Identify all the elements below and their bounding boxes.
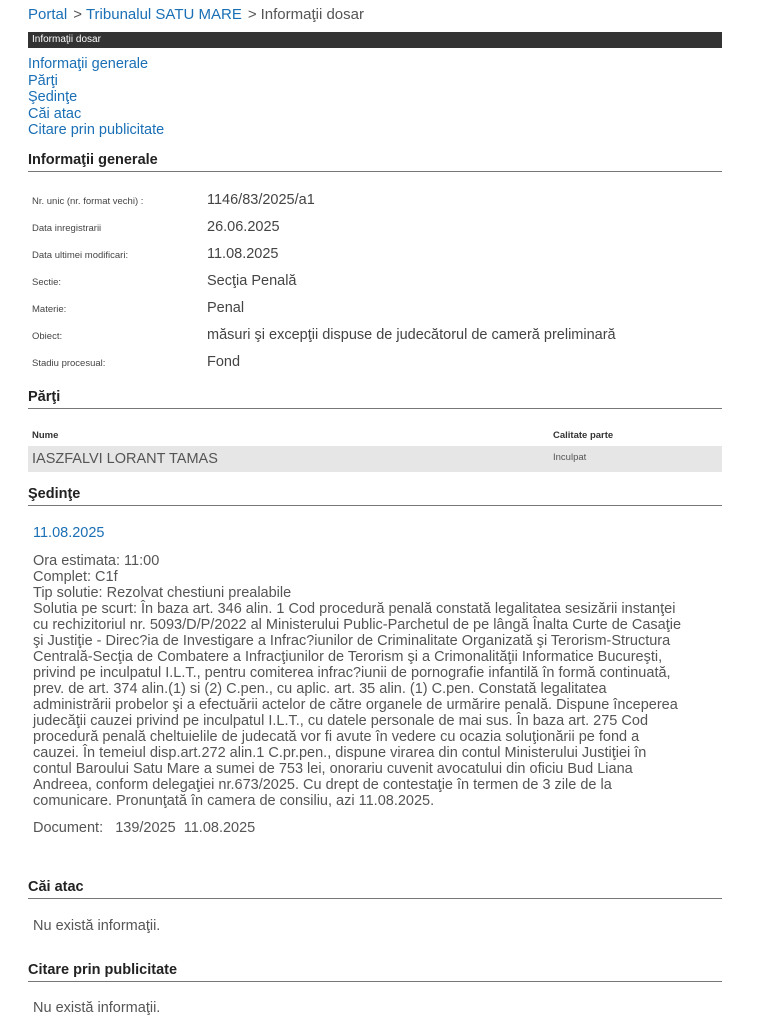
party-name: IASZFALVI LORANT TAMAS bbox=[32, 451, 218, 467]
info-label: Sectie: bbox=[32, 277, 62, 288]
info-label: Obiect: bbox=[32, 331, 63, 342]
breadcrumb-court-link[interactable]: Tribunalul SATU MARE bbox=[85, 6, 242, 23]
info-row-stadiu-procesual bbox=[32, 354, 722, 380]
info-value: Penal bbox=[207, 300, 245, 316]
info-value: Fond bbox=[207, 354, 241, 370]
breadcrumb-current: Informaţii dosar bbox=[260, 6, 364, 23]
info-value: 26.06.2025 bbox=[207, 219, 280, 235]
solutie-line: cauzei. În temeiul disp.art.272 alin.1 C.pr.pen., dispune virarea din contul Ministerului Justiţiei în bbox=[33, 745, 647, 761]
info-value: 1146/83/2025/a1 bbox=[207, 192, 315, 208]
info-row-data-inregistrarii bbox=[32, 219, 722, 245]
info-label: Data ultimei modificari: bbox=[32, 250, 129, 261]
column-header-calitate-parte: Calitate parte bbox=[553, 430, 614, 441]
sedinta-tip-solutie: Tip solutie: Rezolvat chestiuni prealabile bbox=[33, 585, 292, 601]
section-nav bbox=[28, 56, 164, 139]
nav-link-informatii-generale[interactable]: Informaţii generale bbox=[28, 56, 149, 72]
nav-link-citare[interactable]: Citare prin publicitate bbox=[28, 122, 165, 138]
info-row-materie bbox=[32, 300, 722, 326]
solutie-line: administrării probelor şi a efectuării actelor de către organele de urmărire penală. Dispune începerea bbox=[33, 697, 678, 713]
section-title-citare: Citare prin publicitate bbox=[28, 962, 722, 982]
citare-empty-message: Nu există informaţii. bbox=[33, 1000, 161, 1016]
solutie-line: comunicare. Pronunţată în camera de consiliu, azi 11.08.2025. bbox=[33, 793, 435, 809]
sedinta-ora: Ora estimata: 11:00 bbox=[33, 553, 160, 569]
solutie-line: Andreea, conform delegaţiei nr.673/2025. Cu drept de contestaţie în termen de 3 zile de la bbox=[33, 777, 612, 793]
section-title-cai-atac: Căi atac bbox=[28, 879, 722, 899]
section-title-parti: Părţi bbox=[28, 389, 722, 409]
info-row-data-ultimei-modificari bbox=[32, 246, 722, 272]
nav-link-cai-atac[interactable]: Căi atac bbox=[28, 105, 82, 122]
solutie-line: procedură penală cheltuielile de judecată vor fi avute în vedere cu ocazia soluţionării pe fond a bbox=[33, 729, 640, 745]
solutie-line: Centrală-Secţia de Combatere a Infracţiunilor de Terorism şi a Crimonalităţii Informatice Bucureşti, bbox=[33, 649, 663, 665]
info-label: Nr. unic (nr. format vechi) : bbox=[32, 196, 144, 207]
info-label: Data inregistrarii bbox=[32, 223, 102, 234]
breadcrumb-portal-link[interactable]: Portal bbox=[28, 6, 68, 23]
solutie-line: cu rechizitoriul nr. 5093/D/P/2022 al Ministerului Public-Parchetul de pe lângă Înalta Curte de Casaţie bbox=[33, 617, 682, 633]
info-row-sectie bbox=[32, 273, 722, 299]
nav-link-sedinte[interactable]: Şedinţe bbox=[28, 89, 78, 105]
info-row-obiect bbox=[32, 327, 722, 353]
info-value: Secţia Penală bbox=[207, 273, 297, 289]
info-label: Materie: bbox=[32, 304, 67, 315]
section-title-sedinte: Şedinţe bbox=[28, 486, 722, 506]
solutie-line: judecăţii cauzei privind pe inculpatul I.L.T., cu datele personale de mai sus. În baza art. 275 Cod bbox=[33, 713, 649, 729]
breadcrumb-separator: > bbox=[247, 6, 257, 23]
sedinta-date: 11.08.2025 bbox=[33, 525, 105, 541]
solutie-line: prev. de art. 374 alin.(1) si (2) C.pen., cu aplic. art. 35 alin. (1) C.pen. Constată legalitatea bbox=[33, 681, 607, 697]
party-role: Inculpat bbox=[553, 452, 587, 463]
table-row bbox=[28, 446, 722, 472]
solutie-line: privind pe inculpatul I.L.T., pentru comiterea infrac?iunii de pornografie infantilă în formă continuată, bbox=[33, 665, 671, 681]
sedinta-details bbox=[33, 553, 291, 601]
sedinta-solutie bbox=[33, 601, 715, 809]
info-value: măsuri şi excepţii dispuse de judecătorul de cameră preliminară bbox=[207, 327, 616, 343]
section-title-informatii-generale: Informaţii generale bbox=[28, 152, 722, 172]
sedinta-complet: Complet: C1f bbox=[33, 569, 118, 585]
info-value: 11.08.2025 bbox=[207, 246, 279, 262]
sedinta-document: Document: 139/2025 11.08.2025 bbox=[33, 820, 256, 836]
nav-link-parti[interactable]: Părţi bbox=[28, 72, 58, 89]
info-label: Stadiu procesual: bbox=[32, 358, 106, 369]
cai-atac-empty-message: Nu există informaţii. bbox=[33, 918, 161, 934]
solutie-line: Solutia pe scurt: În baza art. 346 alin. 1 Cod procedură penală constată legalitatea sesizării instanţei bbox=[33, 601, 676, 617]
solutie-line: contul Baroului Satu Mare a sumei de 753 lei, onorariu cuvenit avocatului din oficiu Bud Liana bbox=[33, 761, 633, 777]
info-row-nr-unic bbox=[32, 192, 722, 218]
solutie-line: şi Justiţie - Direc?ia de Investigare a Infrac?iunilor de Criminalitate Organizată şi Terorism-Structura bbox=[33, 633, 671, 649]
breadcrumb-separator: > bbox=[73, 6, 82, 23]
parti-table-header bbox=[28, 429, 722, 445]
breadcrumb bbox=[28, 6, 364, 23]
page-header-bar: Informaţii dosar bbox=[28, 32, 722, 48]
column-header-nume: Nume bbox=[32, 430, 59, 441]
